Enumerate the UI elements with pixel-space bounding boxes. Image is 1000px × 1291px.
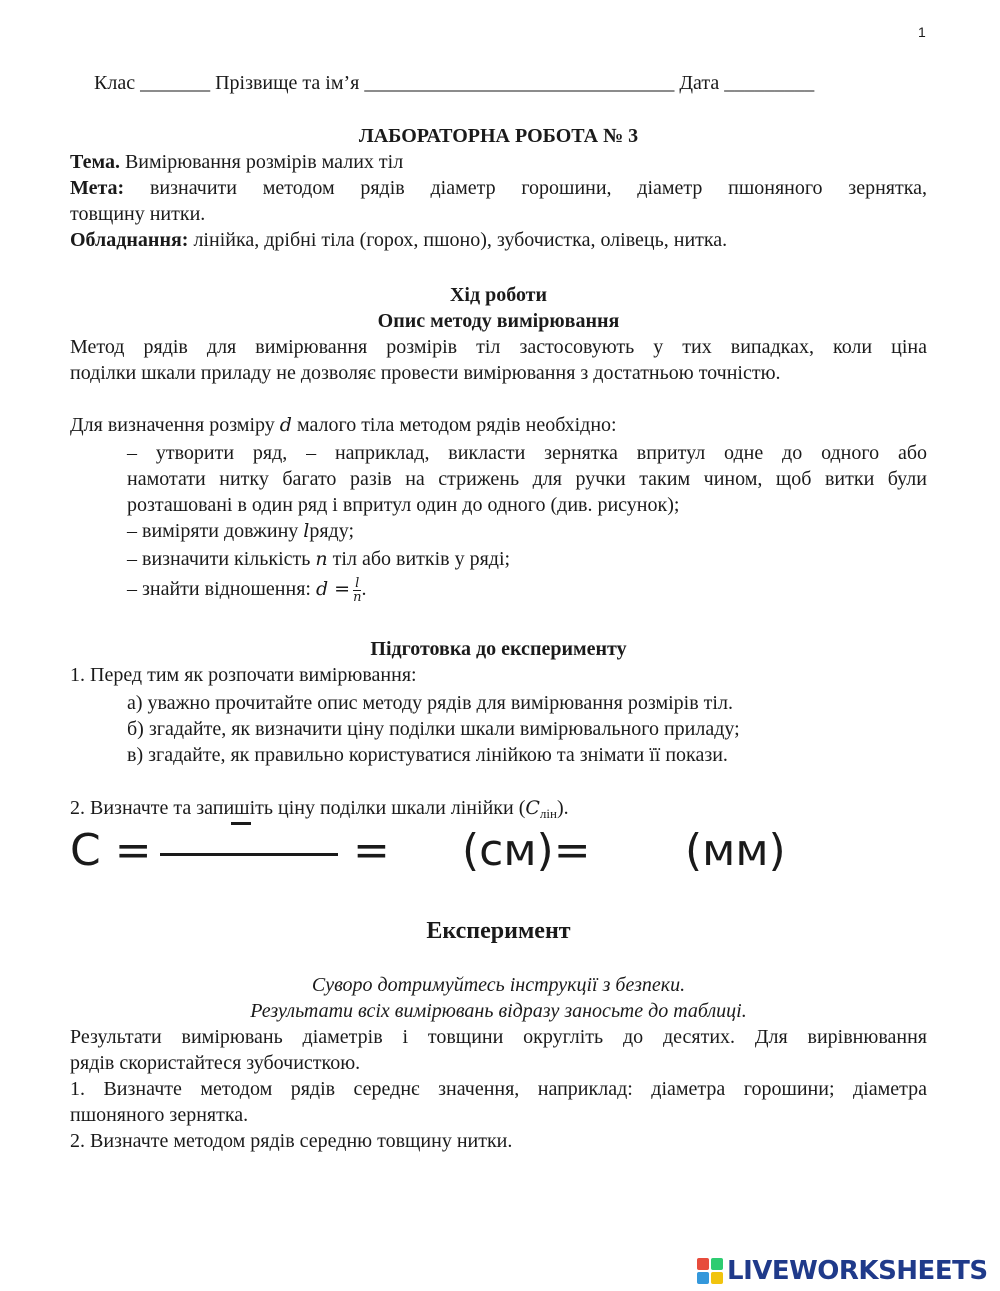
prep-item-1a: а) уважно прочитайте опис методу рядів для вимірювання розмірів тіл. (127, 692, 733, 714)
method-text-2: поділки шкали приладу не дозволяє провести вимірювання з достатньою точністю. (70, 362, 781, 384)
formula-c-label: С = (70, 825, 152, 876)
method-intro: Для визначення розміру 𝑑 малого тіла методом рядів необхідно: (70, 414, 617, 436)
prep-item-1b: б) згадайте, як визначити ціну поділки шкали вимірювального приладу; (127, 718, 740, 740)
step-1-line-3: розташовані в один ряд і впритул один до одного (див. рисунок); (127, 494, 680, 516)
logo-mark-icon (697, 1258, 723, 1284)
var-n: 𝑛 (315, 548, 328, 570)
var-l: 𝑙 (303, 520, 310, 542)
prep-item-1: 1. Перед тим як розпочати вимірювання: (70, 664, 417, 686)
step-1-line-1: – утворити ряд, – наприклад, викласти зернятка впритул одне до одного або (127, 442, 927, 464)
topic-text: Вимірювання розмірів малих тіл (124, 151, 404, 173)
page-number: 1 (918, 24, 926, 40)
var-c: 𝐶 (525, 797, 540, 819)
var-d: 𝑑 (279, 414, 292, 436)
formula-equals: = (353, 825, 390, 876)
fraction-bar (160, 853, 338, 856)
unit-cm: (см)= (462, 825, 591, 876)
goal-label: Мета: (70, 177, 125, 199)
topic-label: Тема. (70, 151, 120, 173)
equipment-line (70, 227, 927, 253)
numerator-blank[interactable] (231, 822, 251, 825)
experiment-text-2: рядів скористайтеся зубочисткою. (70, 1052, 361, 1074)
equipment-text: лінійка, дрібні тіла (горох, пшоно), зубочистка, олівець, нитка. (193, 229, 728, 251)
prep-item-2: 2. Визначте та запишіть ціну поділки шкали лінійки (𝐶$_{лін}$). (70, 797, 569, 821)
name-blank[interactable]: _______________________________ (364, 72, 675, 94)
subscript-lin: лін (539, 806, 557, 821)
page-title: ЛАБОРАТОРНА РОБОТА № 3 (358, 125, 639, 147)
logo-text: LIVEWORKSHEETS (727, 1256, 988, 1286)
procedure-heading: Хід роботи (449, 284, 548, 306)
goal-line-2: товщину нитки. (70, 203, 206, 225)
preparation-heading: Підготовка до експерименту (370, 638, 627, 660)
goal-text-1: визначити методом рядів діаметр горошини, діаметр пшоняного зернятка, (149, 177, 928, 199)
task-1-line-2: пшоняного зернятка. (70, 1104, 249, 1126)
student-header (94, 70, 924, 96)
class-label: Клас (94, 72, 136, 94)
class-blank[interactable]: _______ (140, 72, 211, 94)
experiment-heading: Експеримент (426, 918, 571, 944)
date-blank[interactable]: _________ (724, 72, 815, 94)
table-note: Результати всіх вимірювань відразу заносьте до таблиці. (250, 1000, 747, 1022)
name-label: Прізвище та ім’я (215, 72, 360, 94)
ratio-formula: 𝑑 = (315, 578, 351, 600)
topic-line (70, 149, 927, 175)
method-text-1: Метод рядів для вимірювання розмірів тіл застосовують у тих випадках, коли ціна (70, 336, 927, 358)
equipment-label: Обладнання: (70, 229, 189, 251)
step-1-line-2: намотати нитку багато разів на стрижень для ручки таким чином, щоб витки були (127, 468, 927, 490)
task-1-line-1: 1. Визначте методом рядів середнє значення, наприклад: діаметра горошини; діаметра (70, 1078, 927, 1100)
unit-mm: (мм) (685, 825, 786, 876)
task-2: 2. Визначте методом рядів середню товщину нитки. (70, 1130, 513, 1152)
step-4: – знайти відношення: 𝑑 = $\frac{\text{𝑙}}{\text{𝑛}}$ . (127, 575, 367, 605)
fraction: $\frac{\text{𝑙}}{\text{𝑛}}$ (353, 575, 362, 605)
experiment-text-1: Результати вимірювань діаметрів і товщини округліть до десятих. Для вирівнювання (70, 1026, 927, 1048)
method-heading: Опис методу вимірювання (377, 310, 620, 332)
date-label: Дата (679, 72, 720, 94)
prep-item-1c: в) згадайте, як правильно користуватися лінійкою та знімати її покази. (127, 744, 728, 766)
liveworksheets-logo[interactable] (697, 1256, 997, 1286)
safety-note: Суворо дотримуйтесь інструкції з безпеки. (311, 974, 686, 996)
step-2: – виміряти довжину 𝑙ряду; (127, 520, 355, 542)
goal-line-1 (70, 175, 927, 201)
step-3: – визначити кількість 𝑛 тіл або витків у ряді; (127, 548, 511, 570)
